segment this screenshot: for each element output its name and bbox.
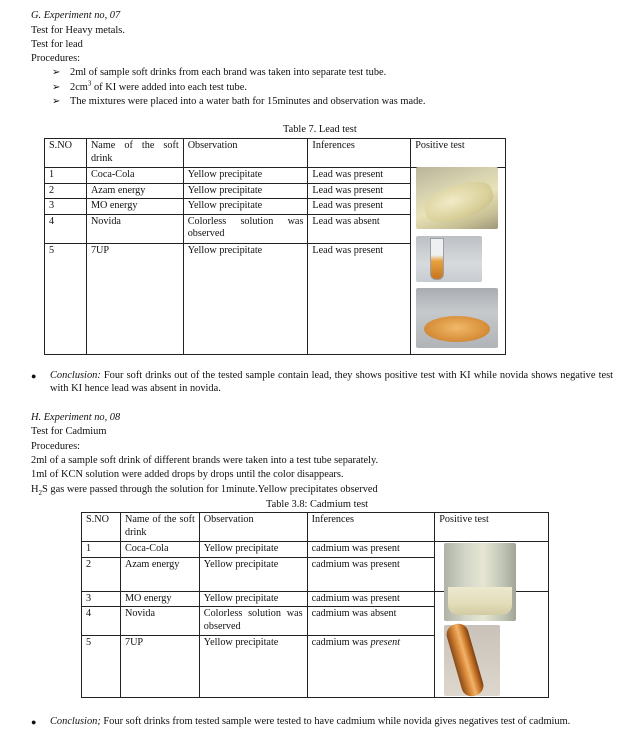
cell-sno: 5 (45, 243, 87, 354)
cell-name: 7UP (86, 243, 183, 354)
lead-test-photo-3 (416, 288, 498, 348)
cell-sno: 5 (82, 636, 121, 698)
bullet-dot-icon: ● (31, 371, 37, 381)
exp7-line2: Test for lead (31, 39, 83, 50)
exp8-step3: $H_2S$ gas were passed through the solution for 1minute.Yellow precipitates observed (31, 484, 378, 498)
cell-observation: Yellow precipitate (199, 591, 307, 607)
cell-inference: Lead was present (308, 168, 411, 184)
cell-name: Azam energy (120, 557, 199, 591)
cell-observation: Colorless solution was observed (199, 607, 307, 636)
cell-inference: cadmium was absent (307, 607, 435, 636)
arrow-bullet-icon: ➢ (52, 67, 61, 78)
cell-inference: cadmium was present (307, 542, 435, 558)
cell-name: Novida (120, 607, 199, 636)
cell-observation: Yellow precipitate (199, 636, 307, 698)
col-sno-header: S.NO (82, 513, 121, 542)
cell-name: Coca-Cola (86, 168, 183, 184)
col-name-header: Name of the soft drink (120, 513, 199, 542)
col-positive-header: Positive test (435, 513, 549, 542)
col-inferences-header: Inferences (308, 139, 411, 168)
lead-test-photo-1 (416, 167, 498, 229)
cell-sno: 2 (82, 557, 121, 591)
table8-caption: Table 3.8: Cadmium test (266, 499, 369, 510)
cell-name: Coca-Cola (120, 542, 199, 558)
col-name-header: Name of the soft drink (86, 139, 183, 168)
arrow-bullet-icon: ➢ (52, 96, 61, 107)
cell-inference: cadmium was present (307, 636, 435, 698)
col-observation-header: Observation (199, 513, 307, 542)
exp8-heading: H. Experiment no, 08 (31, 412, 121, 423)
cell-sno: 1 (45, 168, 87, 184)
exp8-line1: Test for Cadmium (31, 426, 107, 437)
cell-observation: Yellow precipitate (199, 557, 307, 591)
col-inferences-header: Inferences (307, 513, 435, 542)
arrow-bullet-icon: ➢ (52, 82, 61, 93)
cell-sno: 2 (45, 183, 87, 199)
cell-name: MO energy (86, 199, 183, 215)
cell-inference: Lead was present (308, 243, 411, 354)
cell-sno: 3 (45, 199, 87, 215)
cadmium-test-photo-1 (444, 543, 516, 621)
table-header-row (82, 513, 549, 542)
cell-name: MO energy (120, 591, 199, 607)
bullet-dot-icon: ● (31, 717, 37, 727)
cell-sno: 4 (82, 607, 121, 636)
cell-name: 7UP (120, 636, 199, 698)
exp8-step2: 1ml of KCN solution were added drops by drops until the color disappears. (31, 469, 344, 480)
cell-inference: cadmium was present (307, 591, 435, 607)
lead-test-photo-2 (416, 236, 482, 282)
cell-observation: Yellow precipitate (183, 183, 308, 199)
cell-observation: Colorless solution was observed (183, 214, 308, 243)
cell-sno: 3 (82, 591, 121, 607)
cell-inference: cadmium was present (307, 557, 435, 591)
col-positive-header: Positive test (411, 139, 506, 168)
cadmium-test-photo-2 (444, 625, 500, 696)
exp8-step1: 2ml of a sample soft drink of different brands were taken into a test tube separately. (31, 455, 379, 466)
exp8-procedures-label: Procedures: (31, 441, 81, 452)
cell-observation: Yellow precipitate (183, 168, 308, 184)
cell-sno: 1 (82, 542, 121, 558)
cell-name: Azam energy (86, 183, 183, 199)
exp8-conclusion: Conclusion; Four soft drinks from tested sample were tested to have cadmium while novida gives negatives test of cadmium. (50, 716, 571, 727)
table7-caption: Table 7. Lead test (283, 124, 357, 135)
exp7-heading: G. Experiment no, 07 (31, 10, 121, 21)
cell-observation: Yellow precipitate (183, 199, 308, 215)
cell-observation: Yellow precipitate (199, 542, 307, 558)
exp7-conclusion: Conclusion: Four soft drinks out of the tested sample contain lead, they shows positive test with KI while novida shows negative test with KI hence lead was absent in novida. (50, 370, 613, 394)
cell-inference: Lead was absent (308, 214, 411, 243)
exp7-procedures-label: Procedures: (31, 53, 81, 64)
cell-inference: Lead was present (308, 199, 411, 215)
cell-observation: Yellow precipitate (183, 243, 308, 354)
exp7-step1: 2ml of sample soft drinks from each brand was taken into separate test tube. (70, 67, 387, 78)
exp7-step2: $2cm^3$ of KI were added into each test tube. (70, 79, 247, 93)
cell-name: Novida (86, 214, 183, 243)
table-header-row (45, 139, 506, 168)
cell-inference: Lead was present (308, 183, 411, 199)
exp7-step3: The mixtures were placed into a water bath for 15minutes and observation was made. (70, 96, 426, 107)
col-sno-header: S.NO (45, 139, 87, 168)
exp7-line1: Test for Heavy metals. (31, 25, 125, 36)
cell-sno: 4 (45, 214, 87, 243)
col-observation-header: Observation (183, 139, 308, 168)
